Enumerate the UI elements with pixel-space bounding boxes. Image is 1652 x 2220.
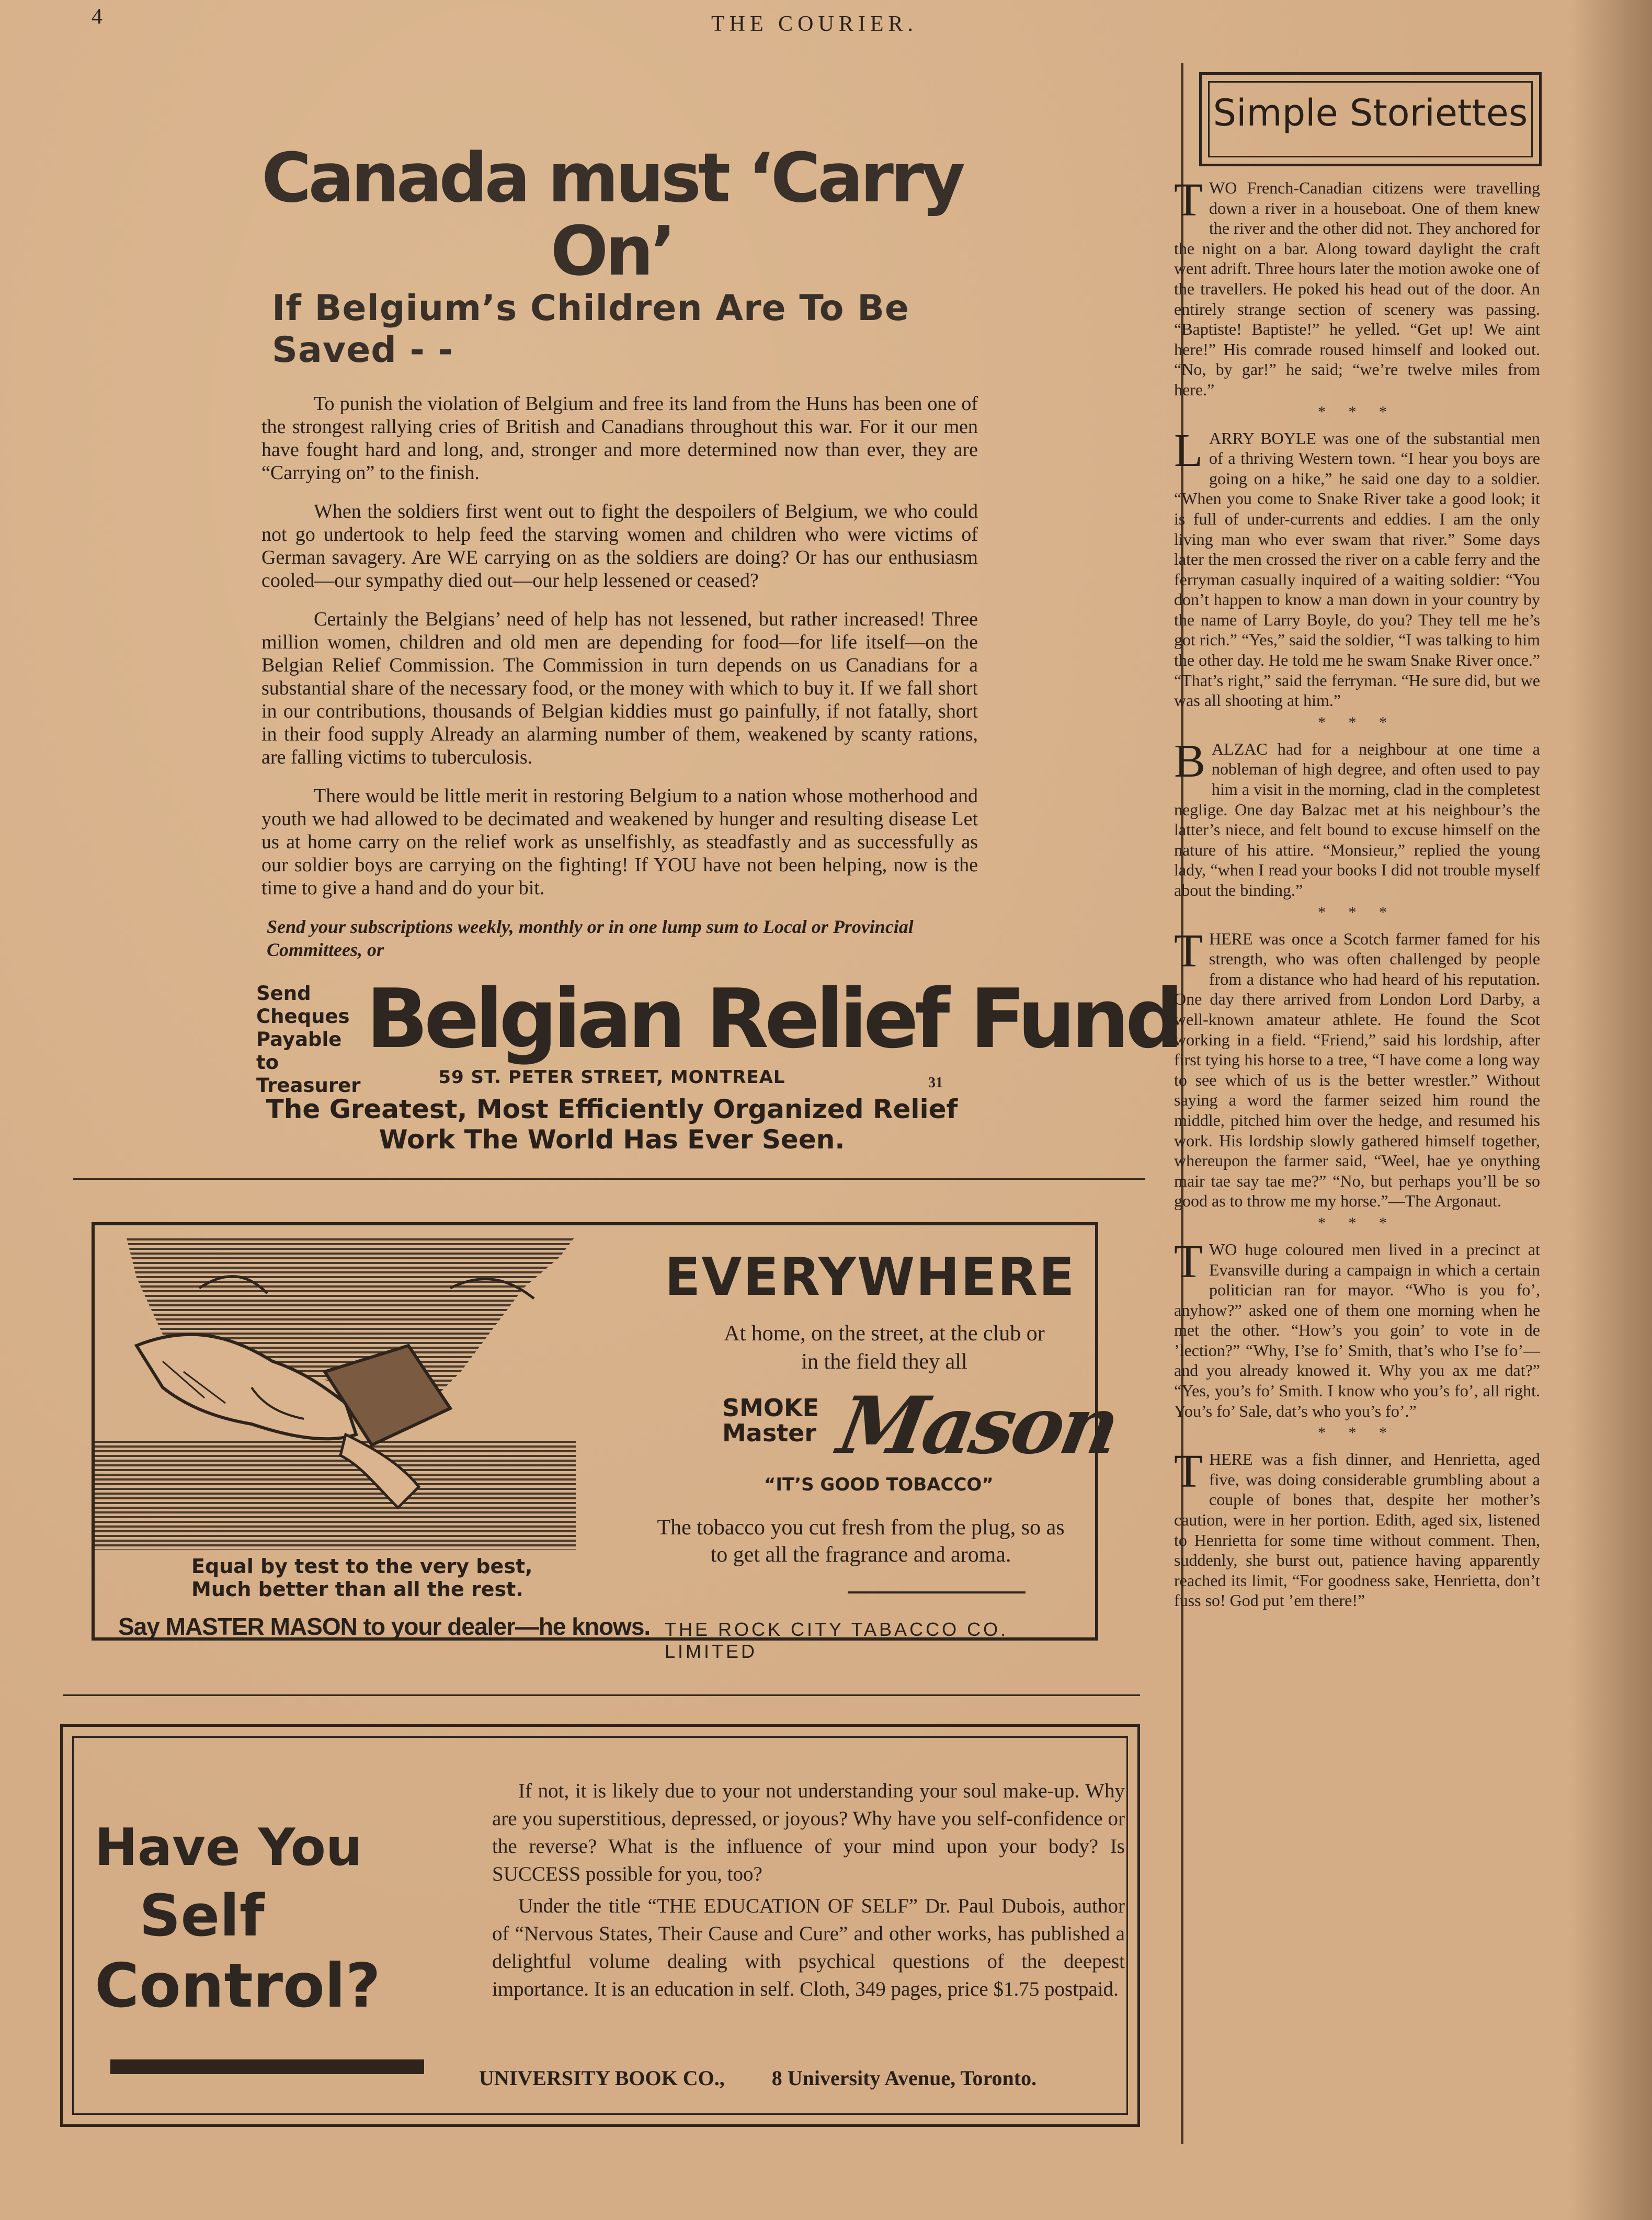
- company-name: THE ROCK CITY TABACCO CO. LIMITED: [665, 1619, 1009, 1662]
- story-separator: * * *: [1318, 1424, 1396, 1442]
- storiettes-column: [1174, 174, 1540, 1611]
- ad-tagline: [246, 1094, 978, 1155]
- tagline-line: The Greatest, Most Efficiently Organized Relief: [266, 1094, 958, 1124]
- story-text: WO French-Canadian citizens were travelling down a river in a houseboat. One of them knew the river and the other did not. They anchored for the night on a bar. Along toward daylight the craft went adrift. Three hours later the motion awoke one of the travellers. He poked his head out of the door. An entirely strange section of scenery was passing. “Baptiste! Baptiste!” he yelled. “Get up! We aint here!” His comrade roused himself and looked out. “No, by gar!” he said; “we’re twelve miles from here.”: [1174, 178, 1540, 399]
- ad-paragraph: If not, it is likely due to your not understanding your soul make-up. Why are you superstitious, depressed, or joyous? Why have you self-confidence or the reverse? What is the influence of your mind upon your body? Is SUCCESS possible for you, too?: [492, 1780, 1125, 1885]
- ad-paragraph: Under the title “THE EDUCATION OF SELF” Dr. Paul Dubois, author of “Nervous States, Their Cause and Cure” and other works, has published a delightful volume dealing with psychical questions of the deepest importance. It is an education in self. Cloth, 349 pages, price $1.75 postpaid.: [492, 1895, 1125, 2000]
- story: [1174, 1235, 1540, 1421]
- story: [1174, 424, 1540, 711]
- publisher-name: UNIVERSITY BOOK CO.,: [479, 2066, 725, 2090]
- smoke-master-label: [722, 1395, 819, 1445]
- headline-line: Self: [139, 1882, 265, 1949]
- running-head: THE COURIER.: [711, 12, 918, 36]
- ad-body-text: The tobacco you cut fresh from the plug, so as to get all the fragrance and aroma.: [657, 1516, 1065, 1567]
- master-mason-ad: [92, 1222, 1124, 1662]
- story: [1174, 735, 1540, 901]
- drop-cap: T: [1174, 174, 1203, 226]
- fund-name: Belgian Relief Fund: [366, 971, 1180, 1066]
- belgian-relief-ad: [246, 138, 1180, 1155]
- dealer-line: Say MASTER MASON to your dealer—he knows.: [118, 1613, 651, 1640]
- ad-paragraph: To punish the violation of Belgium and free its land from the Huns has been one of the strongest rallying cries of British and Canadians throughout this war. For it our men have fought hard and long, and, stronger and more determined now than ever, they are “Carrying on” to the finish.: [261, 393, 978, 484]
- column-title-box: [1199, 72, 1542, 166]
- ad-rhyme: [191, 1555, 532, 1601]
- ad-paragraph: There would be little merit in restoring Belgium to a nation whose motherhood and youth we had allowed to be decimated and weakened by hunger and resulting disease Let us at home carry on the relief work as unselfishly, as steadfastly and as successfully as our soldier boys are carrying on the fighting! If YOU have not been helping, now is the time to give a hand and do your bit.: [261, 785, 978, 899]
- story: [1174, 1445, 1540, 1611]
- cheques-label: [256, 982, 361, 1097]
- ad-subheadline: If Belgium’s Children Are To Be Saved - -: [272, 288, 910, 371]
- column-title: Simple Storiettes: [1213, 92, 1528, 134]
- drop-cap: T: [1174, 1445, 1203, 1498]
- cheques-line: Treasurer: [256, 1074, 361, 1097]
- ad-headline: Canada must ‘Carry On’: [261, 138, 962, 291]
- smoke-line: Master: [722, 1419, 817, 1447]
- cheques-line: Payable to: [256, 1028, 342, 1074]
- divider-line: [848, 1591, 1026, 1593]
- story-separator: * * *: [1318, 903, 1396, 921]
- rhyme-line: Equal by test to the very best,: [191, 1555, 533, 1578]
- brand-slogan: “IT’S GOOD TOBACCO”: [764, 1474, 994, 1495]
- story-text: HERE was once a Scotch farmer famed for his strength, who was often challenged by people from a distance who had heard of his reputation. One day there arrived from London Lord Darby, a well-known amateur athlete. He found the Scot working in a field. “Friend,” said his lordship, after first tying his horse to a tree, “I have come a long way to see which of us is the better wrestler.” Without saying a word the farmer seized him round the middle, pitched him over the hedge, and resumed his work. His lordship slowly gathered himself together, whereupon the farmer said, “Weel, hae ye onything mair tae say tae me?” “No, but perhaps you’ll be so good as to throw me my horse.”—The Argonaut.: [1174, 929, 1540, 1211]
- ad-inner-border: [72, 1736, 1128, 2115]
- story-text: HERE was a fish dinner, and Henrietta, aged five, was doing considerable grumbling about a couple of bones that, despite her mother’s caution, were in her portion. Edith, aged six, listened to Henrietta for some time without comment. Then, suddenly, she burst out, patience having apparently reached its limit, “For goodness sake, Henrietta, don’t fuss so! God put ’em there!”: [1174, 1450, 1540, 1610]
- story: [1174, 925, 1540, 1211]
- send-instructions: Send your subscriptions weekly, monthly or in one lump sum to Local or Provincial Committees, or: [267, 916, 914, 960]
- smoke-line: SMOKE: [722, 1394, 819, 1422]
- ad-body: [492, 1777, 1125, 2007]
- headline-line: Control?: [95, 1951, 381, 2021]
- ad-body-text: At home, on the street, at the club or in the field they all: [724, 1322, 1045, 1374]
- story-separator: * * *: [1318, 403, 1396, 420]
- ad-headline: EVERYWHERE: [665, 1246, 1076, 1307]
- section-divider: [73, 1178, 1145, 1180]
- ad-paragraph: When the soldiers first went out to fight the despoilers of Belgium, we who could not go undertook to help feed the starving women and children who were victims of German savagery. Are WE carrying on as the soldiers are doing? Or has our enthusiasm cooled—our sympathy died out—our help lessened or ceased?: [261, 500, 978, 591]
- page-number: 4: [92, 5, 102, 29]
- story-text: WO huge coloured men lived in a precinct at Evansville during a campaign in which a certain politician ran for mayor. “Who is you fo’, anyhow?” asked one of them one morning when he met the other. “How’s you goin’ to vote in de ’lection?” “Why, I’se fo’ Smith, that’s who I’se fo’—and you already knowed it. Why you ax me dat?” “Yes, you’s fo’ Smith. I know who you’s fo’, all right. You’s fo’ Sale, dat’s who you’s fo’.”: [1174, 1239, 1540, 1420]
- fund-address: 59 ST. PETER STREET, MONTREAL: [438, 1067, 785, 1088]
- story-text: ARRY BOYLE was one of the substantial men of a thriving Western town. “I hear you boys are going on a hike,” he said one day to a soldier. “When you come to Snake River take a good look; it is full of under-currents and eddies. I am the only living man who ever swam that river.” Some days later the men crossed the river on a cable ferry and the ferryman casually inquired of a waiting soldier: “You don’t happen to know a man down in your country by the name of Larry Boyle, do you? They tell me he’s got rich.” “Yes,” said the soldier, “I was talking to him the other day. He told me he swam Snake River once.” “That’s right,” said the ferryman. “He sure did, but we was all shooting at him.”: [1174, 428, 1540, 710]
- drop-cap: L: [1174, 424, 1203, 476]
- hand-with-tobacco-plug-illustration: [32, 1215, 639, 1560]
- publisher-line: [479, 2066, 1036, 2090]
- ad-code: 31: [928, 1075, 943, 1091]
- ad-headline: [95, 1816, 381, 2021]
- headline-line: Have You: [95, 1818, 362, 1877]
- drop-cap: T: [1174, 1235, 1203, 1288]
- story-separator: * * *: [1318, 1214, 1396, 1232]
- headline-underline: [110, 2059, 424, 2074]
- rhyme-line: Much better than all the rest.: [191, 1578, 523, 1601]
- brand-logo: Mason: [831, 1380, 1124, 1472]
- self-control-ad: [60, 1724, 1140, 2127]
- publisher-address: 8 University Avenue, Toronto.: [771, 2066, 1037, 2090]
- drop-cap: B: [1174, 735, 1206, 787]
- story: [1174, 174, 1540, 400]
- drop-cap: T: [1174, 925, 1203, 977]
- story-text: ALZAC had for a neighbour at one time a nobleman of high degree, and often used to pay him a visit in the morning, clad in the completest neglige. One day Balzac met at his neighbour’s the latter’s niece, and felt bound to excuse himself on the nature of his attire. “Monsieur,” replied the young lady, “when I read your books I did not trouble myself about the binding.”: [1174, 739, 1540, 900]
- tagline-line: Work The World Has Ever Seen.: [379, 1124, 845, 1155]
- section-divider: [63, 1694, 1140, 1696]
- cheques-line: Send Cheques: [256, 982, 350, 1028]
- ad-paragraph: Certainly the Belgians’ need of help has not lessened, but rather increased! Three million women, children and old men are depending for food—for life itself—on the Belgian Relief Commission. The Commission in turn depends on us Canadians for a substantial share of the necessary food, or the money with which to buy it. If we fall short in our contributions, thousands of Belgian kiddies must go painfully, if not fatally, short in their food supply Already an alarming number of them, weakened by scanty rations, are falling victims to tuberculosis.: [261, 608, 978, 768]
- story-separator: * * *: [1318, 713, 1396, 731]
